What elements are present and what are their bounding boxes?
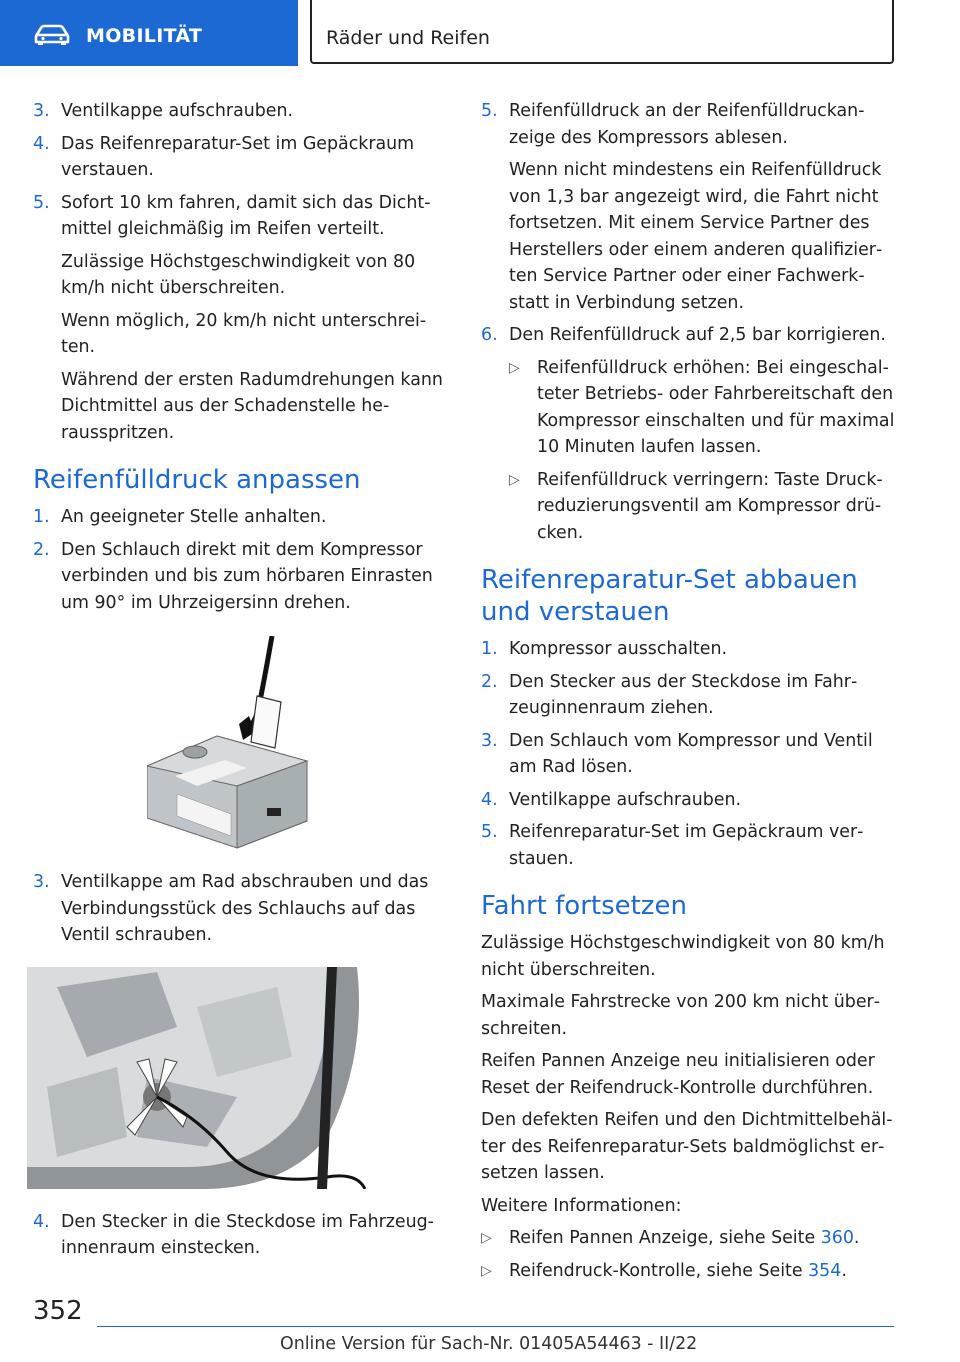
paragraph: Wenn nicht mindestens ein Reifenfülldruck von 1,3 bar angezeigt wird, die Fahrt nicht fortsetzen. Mit einem Service Partner des Herstellers oder einem anderen qualifizierten Service Partner oder einer Fachwerkstatt in Verbindung setzen.: [509, 160, 883, 313]
paragraph: Den defekten Reifen und den Dichtmittelbehälter des Reifenreparatur-Sets baldmöglichst ersetzen lassen.: [481, 1110, 893, 1183]
page-number: 352: [33, 1296, 83, 1326]
paragraph: Während der ersten Radumdrehungen kann Dichtmittel aus der Schadenstelle herausspritzen.: [61, 369, 443, 443]
list-item: 5. Reifenreparatur-Set im Gepäckraum verstauen.: [481, 822, 864, 869]
section-title: MOBILITÄT: [86, 25, 203, 47]
list-item: 3. Ventilkappe aufschrauben.: [33, 101, 294, 121]
section-header: [0, 0, 298, 66]
triangle-bullet-icon: ▷: [509, 359, 520, 376]
wheel-valve-illustration: [27, 967, 367, 1189]
right-column: [481, 98, 896, 1290]
triangle-bullet-icon: ▷: [481, 1262, 492, 1279]
bullet-item: ▷ Reifenfülldruck verringern: Taste Druckreduzierungsventil am Kompressor drücken.: [509, 467, 896, 547]
bullet-item: ▷ Reifen Pannen Anzeige, siehe Seite 360.: [481, 1225, 896, 1252]
list-item: 3. Den Schlauch vom Kompressor und Ventil am Rad lösen.: [481, 730, 873, 777]
list-item: 1. An geeigneter Stelle anhalten.: [33, 507, 327, 527]
section-heading: Reifenreparatur-Set abbauen und verstauen: [481, 565, 858, 627]
paragraph: Weitere Informationen:: [481, 1195, 682, 1216]
list-item: 4. Das Reifenreparatur-Set im Gepäckraum verstauen.: [33, 133, 415, 180]
paragraph: Zulässige Höchstgeschwindigkeit von 80 km/h nicht überschreiten.: [481, 933, 885, 980]
left-column: [33, 98, 445, 1268]
list-item: 6. Den Reifenfülldruck auf 2,5 bar korrigieren.: [481, 325, 886, 345]
list-item: 5. Reifenfülldruck an der Reifenfülldruckanzeige des Kompressors ablesen.: [481, 101, 865, 148]
compressor-illustration: [147, 636, 327, 851]
page-link-360[interactable]: 360: [820, 1228, 854, 1248]
bullet-item: ▷ Reifendruck-Kontrolle, siehe Seite 354.: [481, 1258, 896, 1285]
list-item: 4. Ventilkappe aufschrauben.: [481, 789, 742, 810]
triangle-bullet-icon: ▷: [509, 471, 520, 488]
paragraph: Maximale Fahrstrecke von 200 km nicht überschreiten.: [481, 992, 880, 1039]
footer-divider: [97, 1326, 894, 1327]
footer-text: Online Version für Sach-Nr. 01405A54463 - II/22: [280, 1334, 698, 1354]
page-link-354[interactable]: 354: [808, 1260, 842, 1281]
list-item: 1. Kompressor ausschalten.: [481, 639, 728, 659]
list-item: 5. Sofort 10 km fahren, damit sich das Dichtmittel gleichmäßig im Reifen verteilt.: [33, 192, 431, 239]
section-heading: Fahrt fortsetzen: [481, 891, 687, 921]
paragraph: Reifen Pannen Anzeige neu initialisieren oder Reset der Reifendruck-Kontrolle durchführen.: [481, 1051, 875, 1098]
list-item: 2. Den Schlauch direkt mit dem Kompressor verbinden und bis zum hörbaren Einrasten um 90° im Uhrzeigersinn drehen.: [33, 539, 433, 613]
paragraph: Zulässige Höchstgeschwindigkeit von 80 km/h nicht überschreiten.: [61, 251, 416, 298]
car-icon: [33, 24, 71, 46]
chapter-title: Räder und Reifen: [326, 27, 490, 49]
list-item: 4. Den Stecker in die Steckdose im Fahrzeuginnenraum einstecken.: [33, 1211, 434, 1258]
chapter-header: [310, 0, 894, 64]
paragraph: Wenn möglich, 20 km/h nicht unterschreiten.: [61, 310, 427, 357]
triangle-bullet-icon: ▷: [481, 1230, 492, 1246]
list-item: 2. Den Stecker aus der Steckdose im Fahrzeuginnenraum ziehen.: [481, 671, 858, 718]
list-item: 3. Ventilkappe am Rad abschrauben und das Verbindungsstück des Schlauchs auf das Ventil schrauben.: [33, 872, 429, 945]
section-heading: Reifenfülldruck anpassen: [33, 465, 361, 495]
bullet-item: ▷ Reifenfülldruck erhöhen: Bei eingeschalteter Betriebs- oder Fahrbereitschaft den Kompressor einschalten und für maximal 10 Minuten laufen lassen.: [509, 355, 896, 461]
